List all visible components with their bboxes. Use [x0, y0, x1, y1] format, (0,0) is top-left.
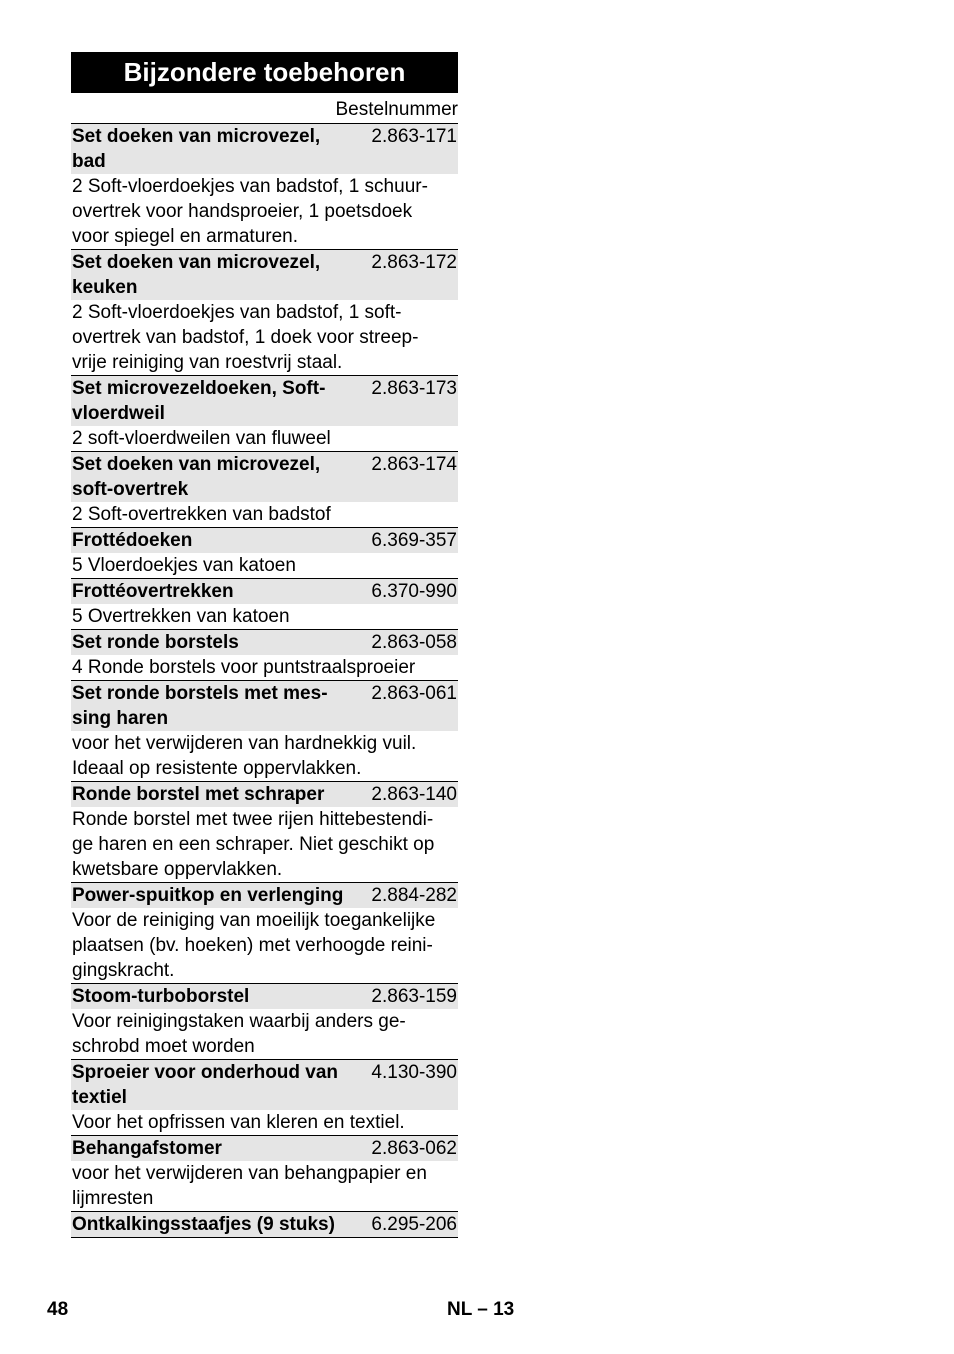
accessory-name: Ontkalkingsstaafjes (9 stuks): [72, 1214, 335, 1235]
accessory-item: [71, 249, 458, 375]
section-page-number: NL – 13: [447, 1299, 515, 1320]
accessory-name: Set microvezeldoeken, Soft- vloerdweil: [72, 378, 326, 424]
accessory-name: Set ronde borstels: [72, 632, 239, 653]
accessory-item-header: [71, 375, 458, 426]
accessory-description: Voor reinigingstaken waarbij anders ge- schrobd moet worden: [72, 1011, 406, 1057]
accessory-name: Frottédoeken: [72, 530, 193, 551]
order-number: 2.863-171: [371, 126, 457, 147]
accessory-name: Set doeken van microvezel, keuken: [72, 252, 321, 298]
accessory-item-header: [71, 781, 458, 807]
accessory-item: [71, 629, 458, 680]
accessory-name: Power-spuitkop en verlenging: [72, 885, 344, 906]
order-number: 2.863-061: [371, 683, 457, 704]
accessory-description: 5 Vloerdoekjes van katoen: [72, 555, 296, 576]
accessory-description: voor het verwijderen van hardnekkig vuil. Ideaal op resistente oppervlakken.: [72, 733, 417, 779]
order-number: 2.884-282: [371, 885, 457, 906]
order-number: 6.369-357: [371, 530, 457, 551]
order-number: 2.863-140: [371, 784, 457, 805]
accessory-description: Voor het opfrissen van kleren en textiel.: [72, 1112, 405, 1133]
accessory-item-header: [71, 629, 458, 655]
accessories-list: [71, 123, 458, 1237]
order-number: 2.863-058: [371, 632, 457, 653]
section-title: Bijzondere toebehoren: [71, 52, 458, 93]
accessory-item: [71, 781, 458, 882]
accessory-name: Behangafstomer: [72, 1138, 222, 1159]
accessory-description: Voor de reiniging van moeilijk toegankelijke plaatsen (bv. hoeken) met verhoogde reini- gingskracht.: [72, 910, 436, 981]
accessory-item-header: [71, 451, 458, 502]
accessory-description: 2 Soft-vloerdoekjes van badstof, 1 schuur- overtrek voor handsproeier, 1 poetsdoek voor spiegel en armaturen.: [72, 176, 428, 247]
accessory-item-header: [71, 249, 458, 300]
accessory-item-header: [71, 1211, 458, 1237]
accessory-name: Sproeier voor onderhoud van textiel: [72, 1062, 339, 1108]
order-number: 2.863-173: [371, 378, 457, 399]
accessory-name: Frottéovertrekken: [72, 581, 234, 602]
accessory-item: [71, 882, 458, 983]
accessory-item-header: [71, 680, 458, 731]
order-number-column-label: Bestelnummer: [335, 99, 458, 120]
accessory-item: [71, 451, 458, 527]
accessory-item: [71, 375, 458, 451]
accessory-item: [71, 1211, 458, 1237]
accessory-item: [71, 1135, 458, 1211]
accessory-item-header: [71, 578, 458, 604]
accessory-description: 2 Soft-vloerdoekjes van badstof, 1 soft- overtrek van badstof, 1 doek voor streep- vrije reiniging van roestvrij staal.: [72, 302, 419, 373]
order-number: 2.863-172: [371, 252, 457, 273]
accessory-name: Ronde borstel met schraper: [72, 784, 325, 805]
order-number: 2.863-159: [371, 986, 457, 1007]
order-number: 2.863-062: [371, 1138, 457, 1159]
page-number: 48: [47, 1299, 69, 1320]
accessory-item: [71, 578, 458, 629]
accessory-description: 4 Ronde borstels voor puntstraalsproeier: [72, 657, 416, 678]
accessory-item-header: [71, 1135, 458, 1161]
accessory-item-header: [71, 527, 458, 553]
order-number: 2.863-174: [371, 454, 457, 475]
accessory-description: voor het verwijderen van behangpapier en lijmresten: [72, 1163, 427, 1209]
accessory-description: 5 Overtrekken van katoen: [72, 606, 290, 627]
order-number: 4.130-390: [371, 1062, 457, 1083]
accessory-item-header: [71, 1059, 458, 1110]
accessory-name: Set ronde borstels met mes- sing haren: [72, 683, 328, 729]
accessory-description: 2 Soft-overtrekken van badstof: [72, 504, 331, 525]
accessory-item-header: [71, 123, 458, 174]
accessory-item: [71, 983, 458, 1059]
accessory-item-header: [71, 983, 458, 1009]
accessory-name: Set doeken van microvezel, soft-overtrek: [72, 454, 321, 500]
order-number: 6.295-206: [371, 1214, 457, 1235]
accessory-description: 2 soft-vloerdweilen van fluweel: [72, 428, 331, 449]
accessories-section: [71, 52, 458, 1238]
accessory-name: Set doeken van microvezel, bad: [72, 126, 321, 172]
accessory-name: Stoom-turboborstel: [72, 986, 250, 1007]
accessory-item: [71, 123, 458, 249]
accessory-item-header: [71, 882, 458, 908]
table-end-rule: [71, 1237, 458, 1238]
order-number: 6.370-990: [371, 581, 457, 602]
accessory-item: [71, 1059, 458, 1135]
accessory-item: [71, 527, 458, 578]
accessory-description: Ronde borstel met twee rijen hittebestendi- ge haren en een schraper. Niet geschikt op kwetsbare oppervlakken.: [72, 809, 435, 880]
accessory-item: [71, 680, 458, 781]
